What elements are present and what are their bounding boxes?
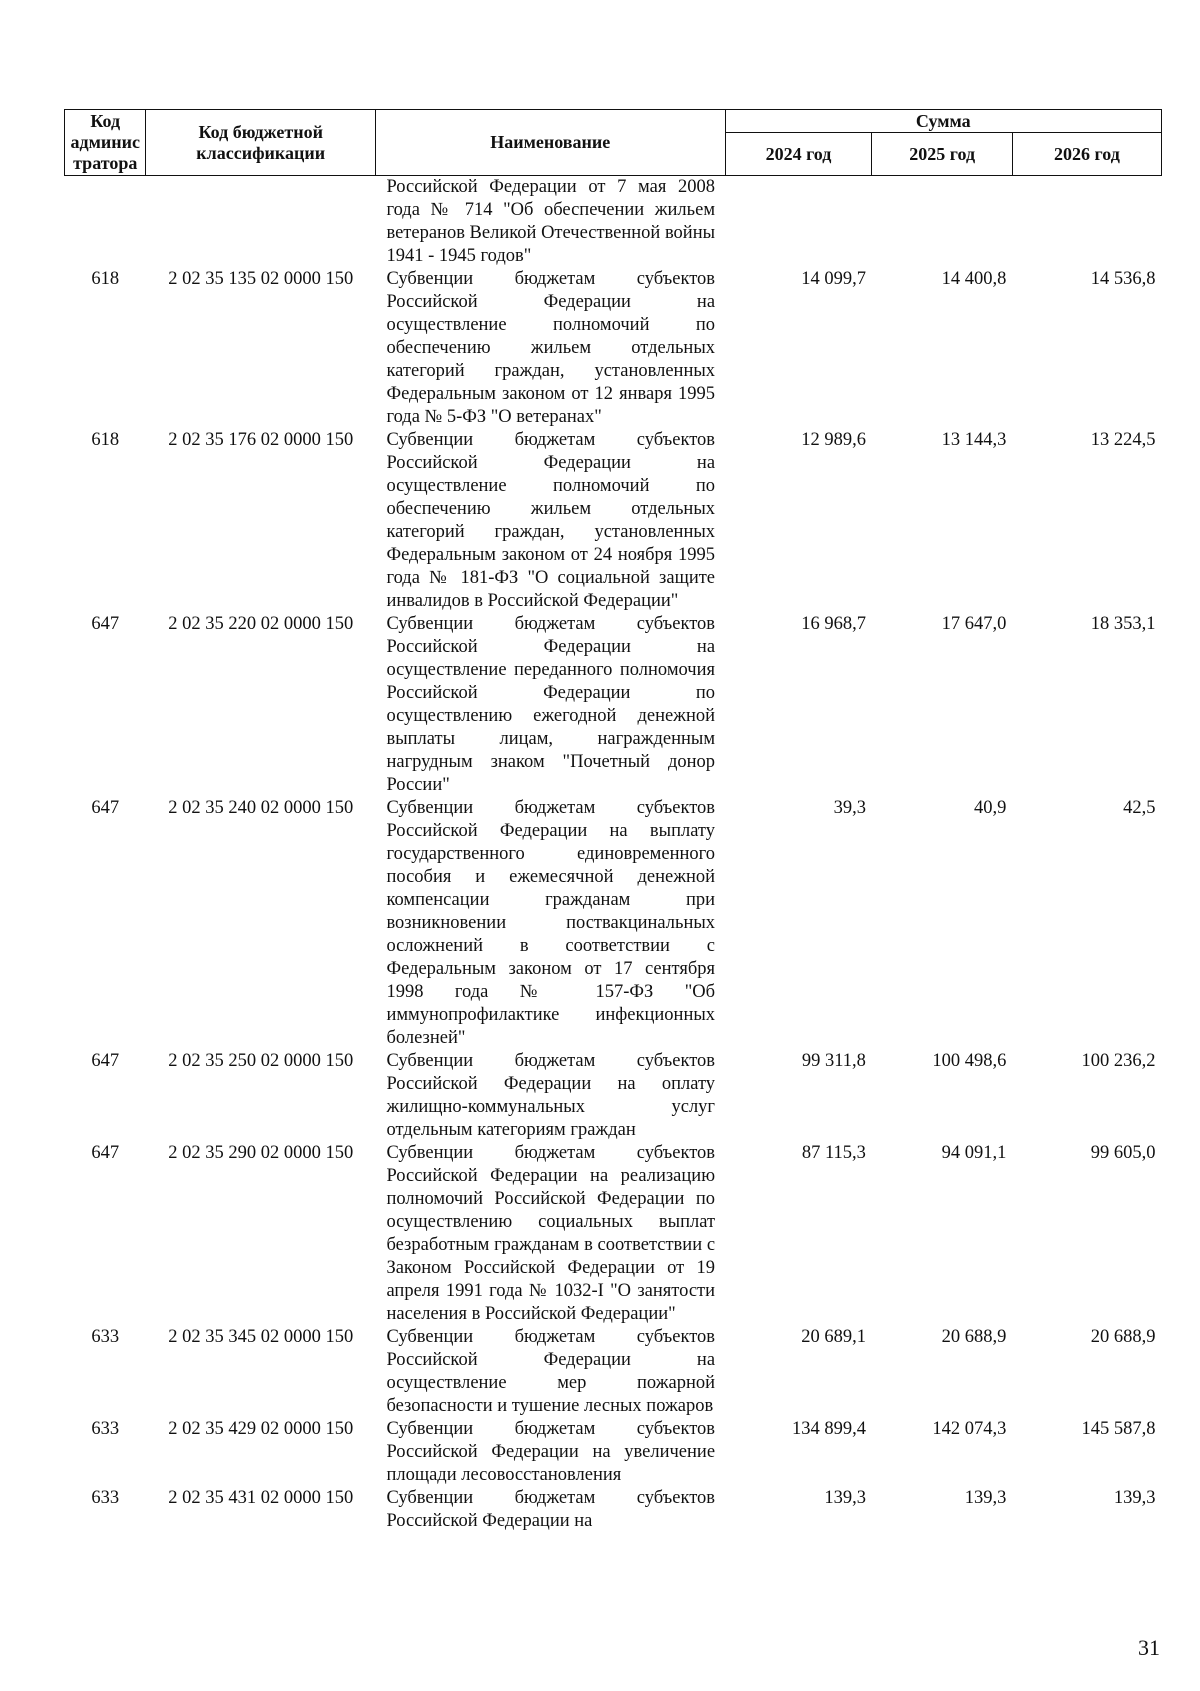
cell-admin: 647 (91, 1143, 120, 1163)
header-name: Наименование (375, 110, 725, 176)
cell-2025: 20 688,9 (941, 1327, 1007, 1347)
cell-2026: 100 236,2 (1081, 1051, 1156, 1071)
cell-admin: 618 (91, 430, 120, 450)
cell-name: Субвенции бюджетам субъектов Российской Федерации на осуществление переданного полномочия Российской Федерации по осуществлению ежегодной денежной выплаты лицам, награжденным нагрудным знаком "Почетный донор России" (386, 614, 716, 795)
header-admin-line-1: Код (90, 111, 121, 131)
header-year-2026: 2026 год (1012, 133, 1161, 176)
cell-2025: 139,3 (964, 1488, 1007, 1508)
cell-2026: 42,5 (1123, 798, 1156, 818)
cell-2024 (725, 176, 872, 269)
cell-kbk: 2 02 35 220 02 0000 150 (168, 614, 354, 634)
header-admin-code (65, 110, 146, 176)
table-body (65, 176, 1162, 1534)
cell-2025: 40,9 (974, 798, 1007, 818)
cell-2024: 16 968,7 (801, 614, 866, 634)
cell-name: Субвенции бюджетам субъектов Российской Федерации на (386, 1488, 716, 1531)
budget-table (64, 109, 1162, 1533)
cell-2024: 139,3 (824, 1488, 866, 1508)
cell-kbk: 2 02 35 250 02 0000 150 (168, 1051, 354, 1071)
cell-2026: 99 605,0 (1090, 1143, 1156, 1163)
cell-name: Субвенции бюджетам субъектов Российской Федерации на выплату государственного единовременного пособия и ежемесячной денежной компенсации гражданам при возникновении поствакцинальных осложнений в соответствии с Федеральным законом от 17 сентября 1998 года № 157-ФЗ "Об иммунопрофилактике инфекционных болезней" (386, 798, 716, 1048)
cell-admin: 633 (91, 1419, 120, 1439)
cell-2026: 13 224,5 (1090, 430, 1156, 450)
cell-admin: 633 (91, 1488, 120, 1508)
header-kbk (146, 110, 375, 176)
table-row (65, 1326, 1162, 1418)
header-year-2025: 2025 год (872, 133, 1012, 176)
cell-2026: 18 353,1 (1090, 614, 1156, 634)
cell-kbk: 2 02 35 345 02 0000 150 (168, 1327, 354, 1347)
cell-admin: 647 (91, 614, 120, 634)
cell-2024: 134 899,4 (791, 1419, 866, 1439)
cell-kbk: 2 02 35 290 02 0000 150 (168, 1143, 354, 1163)
cell-2026: 145 587,8 (1081, 1419, 1156, 1439)
table-row (65, 268, 1162, 429)
cell-2026: 14 536,8 (1090, 269, 1156, 289)
cell-name: Субвенции бюджетам субъектов Российской Федерации на осуществление мер пожарной безопасности и тушение лесных пожаров (386, 1327, 716, 1416)
cell-2024: 14 099,7 (801, 269, 866, 289)
cell-2026: 20 688,9 (1090, 1327, 1156, 1347)
cell-name: Субвенции бюджетам субъектов Российской Федерации на осуществление полномочий по обеспечению жильем отдельных категорий граждан, установленных Федеральным законом от 12 января 1995 года № 5-ФЗ "О ветеранах" (386, 269, 716, 427)
cell-kbk: 2 02 35 431 02 0000 150 (168, 1488, 354, 1508)
table-row (65, 1142, 1162, 1326)
header-kbk-line-1: Код бюджетной (198, 121, 323, 142)
cell-2026: 139,3 (1113, 1488, 1156, 1508)
header-admin-line-3: тратора (73, 153, 138, 173)
table-row (65, 613, 1162, 797)
cell-name: Субвенции бюджетам субъектов Российской Федерации на осуществление полномочий по обеспечению жильем отдельных категорий граждан, установленных Федеральным законом от 24 ноября 1995 года № 181-ФЗ "О социальной защите инвалидов в Российской Федерации" (386, 430, 716, 611)
cell-kbk (146, 176, 375, 269)
table-row (65, 429, 1162, 613)
cell-2024: 39,3 (833, 798, 866, 818)
cell-admin: 647 (91, 798, 120, 818)
header-admin-line-2: админис (70, 132, 140, 152)
table-row (65, 797, 1162, 1050)
header-year-2024: 2024 год (725, 133, 872, 176)
page-number: 31 (1138, 1635, 1160, 1660)
cell-2026 (1012, 176, 1161, 269)
cell-name: Субвенции бюджетам субъектов Российской Федерации на увеличение площади лесовосстановления (386, 1419, 716, 1485)
cell-kbk: 2 02 35 135 02 0000 150 (168, 269, 354, 289)
cell-name-continuation: Российской Федерации от 7 мая 2008 года № 714 "Об обеспечении жильем ветеранов Великой Отечественной войны 1941 - 1945 годов" (386, 177, 716, 266)
cell-2024: 99 311,8 (801, 1051, 866, 1071)
cell-2025: 14 400,8 (941, 269, 1007, 289)
cell-2024: 20 689,1 (801, 1327, 866, 1347)
cell-kbk: 2 02 35 176 02 0000 150 (168, 430, 354, 450)
cell-2025: 100 498,6 (932, 1051, 1007, 1071)
cell-admin: 618 (91, 269, 120, 289)
cell-name: Субвенции бюджетам субъектов Российской Федерации на оплату жилищно-коммунальных услуг отдельным категориям граждан (386, 1051, 716, 1140)
cell-2025: 13 144,3 (941, 430, 1007, 450)
cell-name: Субвенции бюджетам субъектов Российской Федерации на реализацию полномочий Российской Федерации по осуществлению социальных выплат безработным гражданам в соответствии с Законом Российской Федерации от 19 апреля 1991 года № 1032-I "О занятости населения в Российской Федерации" (386, 1143, 716, 1324)
table-row (65, 1418, 1162, 1487)
header-sum: Сумма (725, 110, 1161, 133)
cell-kbk: 2 02 35 240 02 0000 150 (168, 798, 354, 818)
cell-2025: 17 647,0 (941, 614, 1007, 634)
cell-2025: 94 091,1 (941, 1143, 1007, 1163)
cell-2024: 87 115,3 (801, 1143, 866, 1163)
header-kbk-line-2: классификации (196, 142, 326, 163)
table-row (65, 1487, 1162, 1533)
table-header (65, 110, 1162, 176)
cell-admin: 633 (91, 1327, 120, 1347)
table-row (65, 1050, 1162, 1142)
cell-2025: 142 074,3 (932, 1419, 1007, 1439)
table-row-continuation (65, 176, 1162, 269)
cell-kbk: 2 02 35 429 02 0000 150 (168, 1419, 354, 1439)
cell-admin (65, 176, 146, 269)
cell-2024: 12 989,6 (801, 430, 866, 450)
cell-admin: 647 (91, 1051, 120, 1071)
cell-2025 (872, 176, 1012, 269)
